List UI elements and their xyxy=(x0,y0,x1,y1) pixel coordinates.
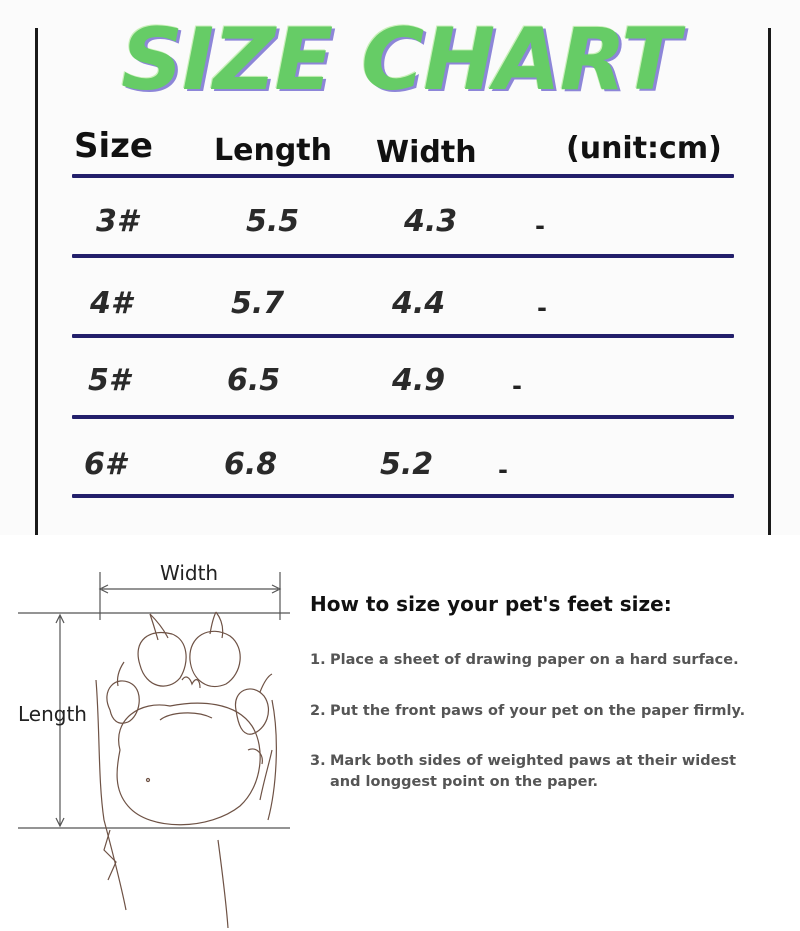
header-length: Length xyxy=(214,133,332,168)
step-number: 1. xyxy=(310,652,326,668)
row-6-length: 6.8 xyxy=(224,447,278,482)
header-size: Size xyxy=(74,126,153,166)
instruction-step-1 xyxy=(310,650,739,671)
row-3-extra: - xyxy=(535,212,545,240)
table-rule xyxy=(72,174,734,178)
step-text: Place a sheet of drawing paper on a hard surface. xyxy=(330,652,739,668)
page-title: SIZE CHART xyxy=(121,10,679,110)
table-rule xyxy=(72,415,734,419)
step-number: 2. xyxy=(310,703,326,719)
row-4-extra: - xyxy=(537,294,547,322)
step-text: Mark both sides of weighted paws at their widest xyxy=(330,753,737,769)
instruction-step-2 xyxy=(310,701,745,722)
diagram-length-label: Length xyxy=(18,702,87,726)
table-rule xyxy=(72,494,734,498)
paw-sketch-illustration xyxy=(0,550,300,931)
row-5-extra: - xyxy=(512,372,522,400)
step-text: Put the front paws of your pet on the paper firmly. xyxy=(330,703,746,719)
header-unit: (unit:cm) xyxy=(566,131,722,166)
row-3-size: 3# xyxy=(96,204,138,239)
diagram-width-label: Width xyxy=(160,561,219,585)
row-5-width: 4.9 xyxy=(392,363,446,398)
row-4-length: 5.7 xyxy=(231,286,285,321)
row-3-width: 4.3 xyxy=(404,204,458,239)
row-4-width: 4.4 xyxy=(392,286,446,321)
step-number: 3. xyxy=(310,753,326,769)
row-6-extra: - xyxy=(498,456,508,484)
header-width: Width xyxy=(376,135,477,170)
row-3-length: 5.5 xyxy=(246,204,300,239)
step-text-continued: and longgest point on the paper. xyxy=(330,774,599,790)
row-6-size: 6# xyxy=(84,447,126,482)
table-rule xyxy=(72,254,734,258)
row-6-width: 5.2 xyxy=(380,447,434,482)
instructions-title: How to size your pet's feet size: xyxy=(310,592,672,616)
instruction-step-3 xyxy=(310,751,736,793)
row-4-size: 4# xyxy=(90,286,132,321)
table-rule xyxy=(72,334,734,338)
row-5-size: 5# xyxy=(88,363,130,398)
row-5-length: 6.5 xyxy=(227,363,281,398)
